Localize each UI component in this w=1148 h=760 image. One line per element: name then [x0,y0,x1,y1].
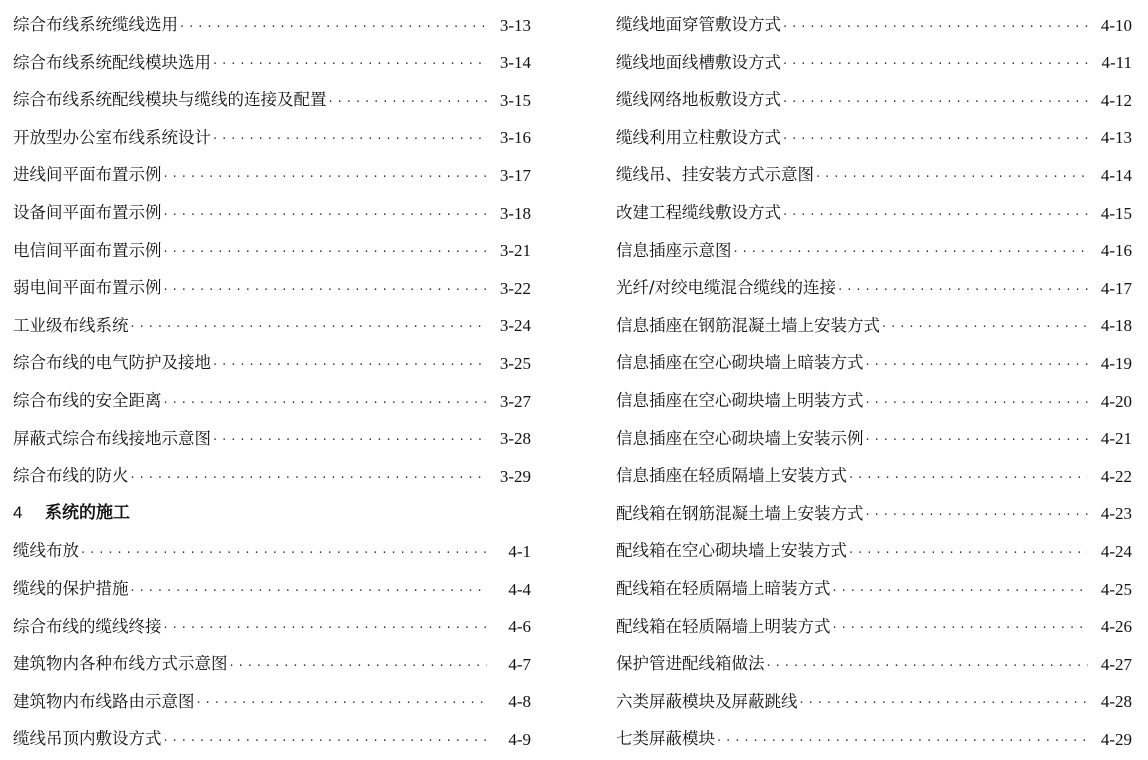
toc-entry-title: 光纤/对绞电缆混合缆线的连接 [616,278,837,298]
dot-leader [838,284,1088,303]
dot-leader [164,209,488,228]
toc-entry-title: 缆线的保护措施 [13,579,129,598]
toc-entry-title: 工业级布线系统 [13,315,129,335]
toc-entry[interactable] [616,265,1132,303]
toc-entry-title: 缆线利用立柱敷设方式 [616,127,781,147]
toc-entry-title: 综合布线的防火 [13,466,129,486]
toc-entry-page: 4-1 [508,541,531,561]
toc-entry-page: 4-13 [1100,128,1132,148]
toc-entry[interactable] [616,303,1132,341]
dot-leader [866,509,1089,528]
toc-entry-title: 设备间平面布置示例 [13,203,162,223]
dot-leader [866,359,1089,378]
toc-entry-page: 3-21 [499,241,531,261]
dot-leader [800,697,1089,716]
dot-leader [833,622,1089,641]
toc-entry[interactable] [13,115,531,153]
toc-entry[interactable] [13,679,531,717]
toc-entry[interactable] [616,152,1132,190]
toc-entry-title: 建筑物内布线路由示意图 [13,691,195,711]
dot-leader [81,547,487,566]
toc-entry-page: 3-24 [499,316,531,336]
toc-entry-page: 4-14 [1100,165,1132,185]
dot-leader [213,58,487,77]
toc-entry[interactable] [616,340,1132,378]
toc-entry[interactable] [616,416,1132,454]
toc-entry[interactable] [13,265,531,303]
toc-entry-title: 改建工程缆线敷设方式 [616,203,781,223]
toc-entry-title: 缆线网络地板敷设方式 [616,90,781,110]
toc-entry-title: 弱电间平面布置示例 [13,278,162,298]
toc-entry-title: 信息插座在空心砌块墙上暗装方式 [616,353,864,373]
toc-entry[interactable] [13,2,531,40]
dot-leader [783,96,1088,115]
dot-leader [866,434,1089,453]
dot-leader [833,585,1089,604]
toc-entry[interactable] [616,566,1132,604]
toc-entry-page: 4-8 [508,692,531,712]
toc-entry-page: 4-15 [1100,203,1132,223]
toc-entry-page: 4-9 [508,729,531,749]
toc-entry-page: 3-29 [499,466,531,486]
toc-entry-page: 4-17 [1100,278,1132,298]
dot-leader [717,735,1088,754]
toc-entry-page: 4-11 [1101,53,1132,73]
toc-entry-title: 信息插座在轻质隔墙上安装方式 [616,466,847,486]
toc-entry-title: 配线箱在钢筋混凝土墙上安装方式 [616,503,864,523]
toc-entry[interactable] [13,453,531,491]
toc-entry-page: 4-19 [1100,353,1132,373]
toc-entry-page: 4-4 [508,579,531,599]
toc-entry-title: 屏蔽式综合布线接地示意图 [13,428,211,448]
toc-entry[interactable] [13,77,531,115]
dot-leader [213,359,487,378]
toc-entry[interactable] [616,228,1132,266]
toc-entry-title: 六类屏蔽模块及屏蔽跳线 [616,691,798,711]
toc-entry-title: 配线箱在空心砌块墙上安装方式 [616,541,847,561]
dot-leader [866,397,1089,416]
toc-entry-title: 保护管进配线箱做法 [616,654,765,674]
toc-entry-page: 3-25 [499,353,531,373]
dot-leader [131,472,488,491]
toc-entry[interactable] [13,303,531,341]
toc-entry[interactable] [13,416,531,454]
toc-entry-page: 4-29 [1100,729,1132,749]
toc-entry-page: 4-20 [1100,391,1132,411]
toc-entry-title: 信息插座在空心砌块墙上安装示例 [616,428,864,448]
dot-leader [882,321,1088,340]
dot-leader [164,171,488,190]
toc-entry-page: 4-12 [1100,90,1132,110]
toc-entry-title: 缆线吊顶内敷设方式 [13,729,162,749]
toc-entry[interactable] [13,528,531,566]
toc-entry-page: 4-6 [508,617,531,637]
toc-entry-title: 电信间平面布置示例 [13,240,162,260]
toc-left-column [13,2,531,754]
dot-leader [734,246,1089,265]
toc-entry[interactable] [616,190,1132,228]
toc-entry-title: 进线间平面布置示例 [13,165,162,185]
toc-entry-title: 信息插座示意图 [616,240,732,260]
toc-entry[interactable] [13,190,531,228]
toc-entry[interactable] [13,340,531,378]
toc-entry-page: 4-21 [1100,429,1132,449]
toc-entry-title: 缆线地面线槽敷设方式 [616,52,781,72]
dot-leader [783,58,1088,77]
toc-entry[interactable] [616,115,1132,153]
toc-entry[interactable] [616,2,1132,40]
dot-leader [849,547,1088,566]
toc-entry[interactable] [616,378,1132,416]
toc-entry[interactable] [13,152,531,190]
toc-entry-page: 4-28 [1100,692,1132,712]
toc-entry[interactable] [13,378,531,416]
dot-leader [164,284,488,303]
toc-entry-title: 缆线吊、挂安装方式示意图 [616,165,814,185]
section-heading-text [13,504,130,528]
toc-entry[interactable] [13,604,531,642]
toc-entry-page: 3-13 [499,15,531,35]
dot-leader [180,21,487,40]
dot-leader [213,133,487,152]
toc-entry-page: 3-14 [499,53,531,73]
toc-entry[interactable] [616,491,1132,529]
toc-entry[interactable] [13,40,531,78]
toc-entry-page: 4-22 [1100,466,1132,486]
toc-entry-page: 3-28 [499,429,531,449]
dot-leader [164,622,488,641]
toc-entry-page: 3-18 [499,203,531,223]
toc-entry-page: 4-7 [508,654,531,674]
toc-entry-title: 信息插座在空心砌块墙上明装方式 [616,391,864,411]
toc-entry[interactable] [13,566,531,604]
toc-entry-page: 4-10 [1100,15,1132,35]
dot-leader [329,96,488,115]
toc-entry-page: 3-27 [499,391,531,411]
toc-entry-title: 开放型办公室布线系统设计 [13,127,211,147]
toc-entry-page: 3-15 [499,90,531,110]
toc-entry-title: 建筑物内各种布线方式示意图 [13,654,228,674]
toc-entry-title: 缆线地面穿管敷设方式 [616,15,781,35]
section-number: 4 [13,503,23,523]
dot-leader [816,171,1088,190]
dot-leader [230,660,488,679]
section-title: 系统的施工 [45,503,130,524]
toc-entry-page: 3-17 [499,165,531,185]
toc-entry[interactable] [13,641,531,679]
toc-entry[interactable] [616,716,1132,754]
dot-leader [131,585,488,604]
toc-entry-page: 4-26 [1100,617,1132,637]
toc-entry-title: 综合布线的电气防护及接地 [13,353,211,373]
toc-entry[interactable] [616,528,1132,566]
toc-entry[interactable] [616,40,1132,78]
toc-entry[interactable] [13,228,531,266]
dot-leader [164,735,488,754]
dot-leader [164,397,488,416]
toc-entry-title: 综合布线系统缆线选用 [13,15,178,35]
section-heading[interactable] [13,491,531,529]
toc-entry-page: 4-23 [1100,504,1132,524]
toc-entry-page: 4-16 [1100,241,1132,261]
toc-entry-page: 3-22 [499,278,531,298]
dot-leader [767,660,1089,679]
toc-entry-page: 4-24 [1100,541,1132,561]
toc-entry-title: 缆线布放 [13,541,79,561]
dot-leader [783,133,1088,152]
toc-entry[interactable] [616,679,1132,717]
toc-entry[interactable] [13,716,531,754]
toc-entry[interactable] [616,604,1132,642]
toc-entry-page: 4-27 [1100,654,1132,674]
toc-entry[interactable] [616,77,1132,115]
dot-leader [783,209,1088,228]
toc-entry-title: 配线箱在轻质隔墙上明装方式 [616,616,831,636]
dot-leader [197,697,488,716]
dot-leader [849,472,1088,491]
toc-entry-title: 配线箱在轻质隔墙上暗装方式 [616,579,831,598]
toc-entry-title: 综合布线系统配线模块与缆线的连接及配置 [13,90,327,110]
toc-entry-title: 综合布线的安全距离 [13,391,162,411]
toc-entry-title: 信息插座在钢筋混凝土墙上安装方式 [616,315,880,335]
dot-leader [164,246,488,265]
dot-leader [213,434,487,453]
toc-entry-title: 七类屏蔽模块 [616,729,715,749]
toc-entry-title: 综合布线系统配线模块选用 [13,52,211,72]
toc-entry[interactable] [616,453,1132,491]
toc-entry-page: 4-18 [1100,316,1132,336]
toc-right-column [616,2,1132,754]
toc-entry-page: 4-25 [1100,579,1132,599]
toc-entry-page: 3-16 [499,128,531,148]
dot-leader [131,321,488,340]
dot-leader [783,21,1088,40]
toc-entry[interactable] [616,641,1132,679]
toc-entry-title: 综合布线的缆线终接 [13,616,162,636]
